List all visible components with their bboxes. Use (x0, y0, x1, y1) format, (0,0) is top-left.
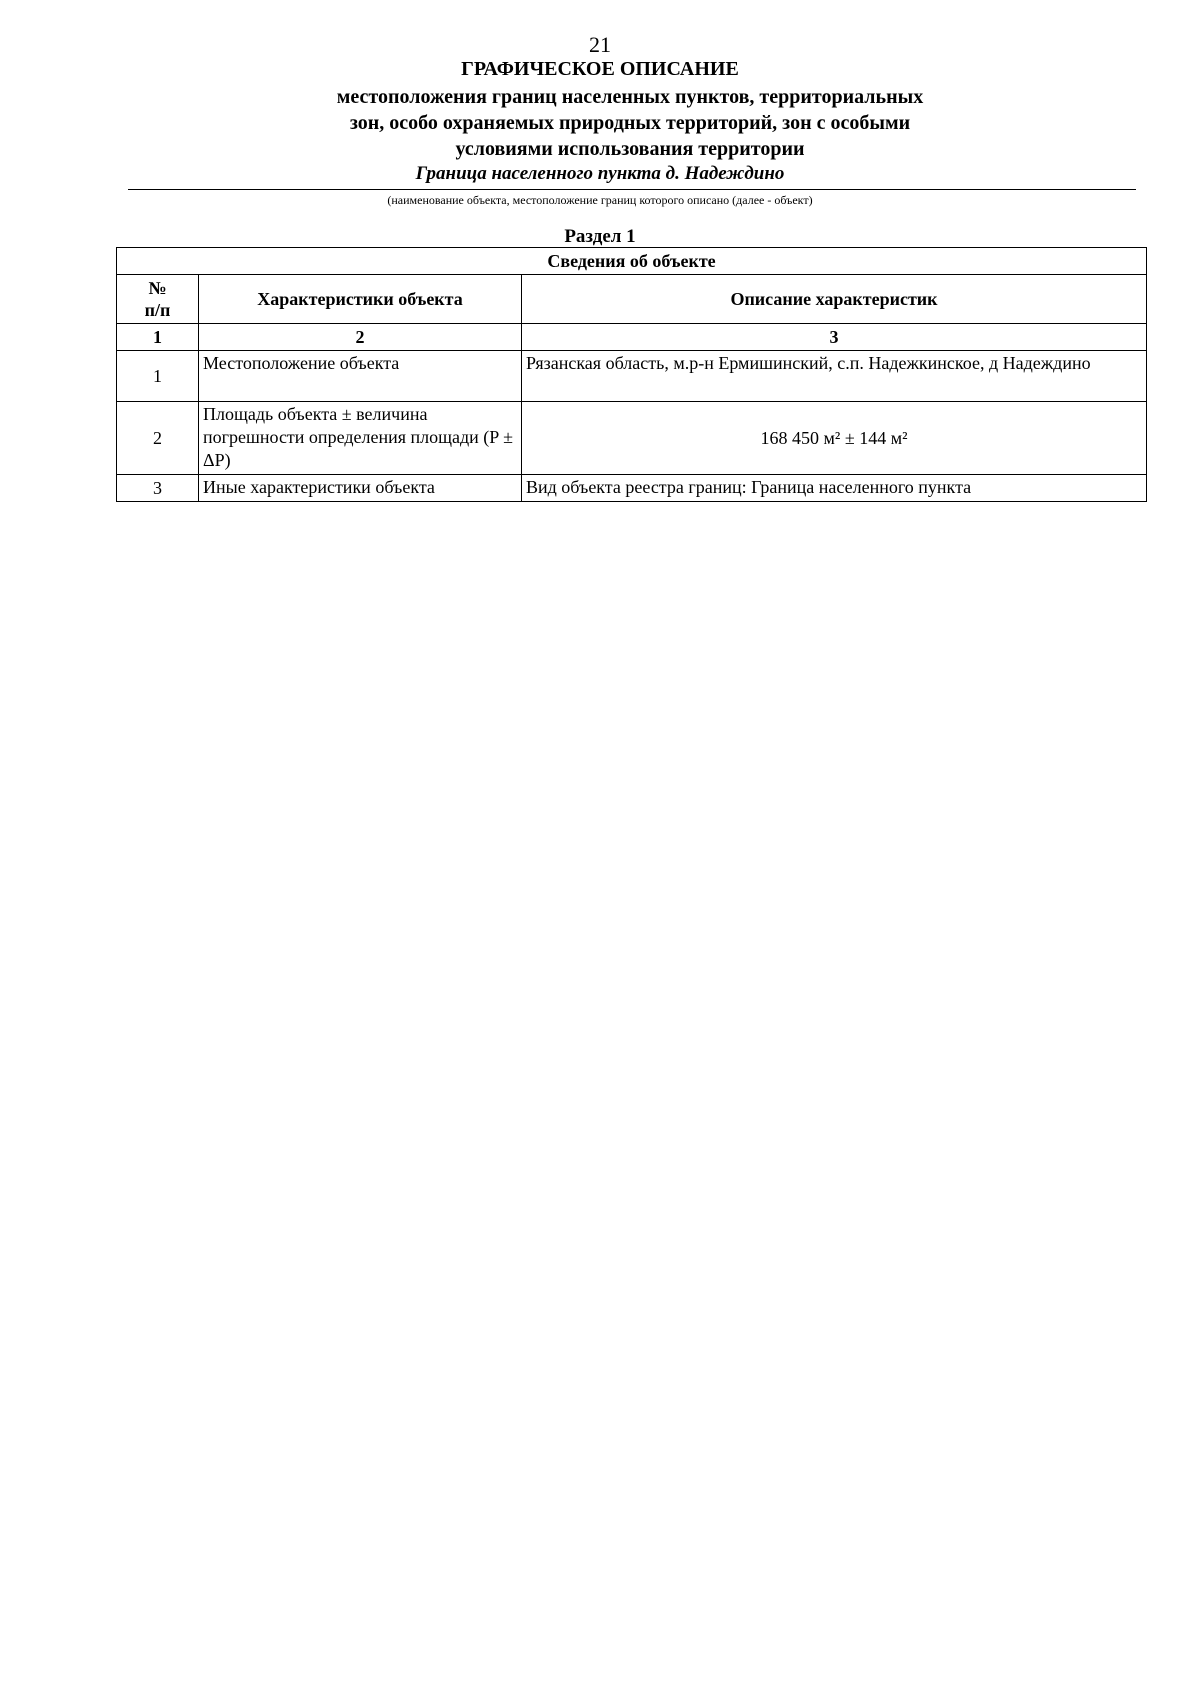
column-number-row (117, 324, 1147, 351)
object-caption: (наименование объекта, местоположение границ которого описано (далее - объект) (387, 193, 813, 207)
table-row (117, 402, 1147, 475)
column-number: 2 (199, 324, 522, 351)
subtitle-line: условиями использования территории (455, 138, 805, 160)
row-num: 2 (117, 402, 199, 475)
document-subtitle (200, 84, 1060, 162)
header-characteristic: Характеристики объекта (199, 275, 522, 324)
row-description: Вид объекта реестра границ: Граница населенного пункта (522, 475, 1147, 502)
table-caption-row (117, 248, 1147, 275)
object-name: Граница населенного пункта д. Надеждино (415, 163, 785, 184)
subtitle-line: зон, особо охраняемых природных территорий, зон с особыми (349, 112, 911, 134)
object-info-table (116, 247, 1147, 502)
column-number: 1 (117, 324, 199, 351)
row-description: Рязанская область, м.р-н Ермишинский, с.п. Надежкинское, д Надеждино (522, 351, 1147, 402)
table-caption: Сведения об объекте (117, 248, 1147, 275)
document-title: ГРАФИЧЕСКОЕ ОПИСАНИЕ (461, 58, 739, 80)
object-underline (128, 189, 1136, 190)
page-number: 21 (589, 32, 611, 57)
row-num: 3 (117, 475, 199, 502)
section-title: Раздел 1 (564, 226, 636, 247)
table-row (117, 351, 1147, 402)
row-characteristic: Площадь объекта ± величина погрешности определения площади (P ± ΔP) (199, 402, 522, 475)
row-characteristic: Иные характеристики объекта (199, 475, 522, 502)
table-row (117, 475, 1147, 502)
table-header-row (117, 275, 1147, 324)
row-characteristic: Местоположение объекта (199, 351, 522, 402)
row-num: 1 (117, 351, 199, 402)
column-number: 3 (522, 324, 1147, 351)
subtitle-line: местоположения границ населенных пунктов, территориальных (336, 86, 924, 108)
header-num: № п/п (117, 275, 199, 324)
row-description: 168 450 м² ± 144 м² (522, 402, 1147, 475)
header-description: Описание характеристик (522, 275, 1147, 324)
